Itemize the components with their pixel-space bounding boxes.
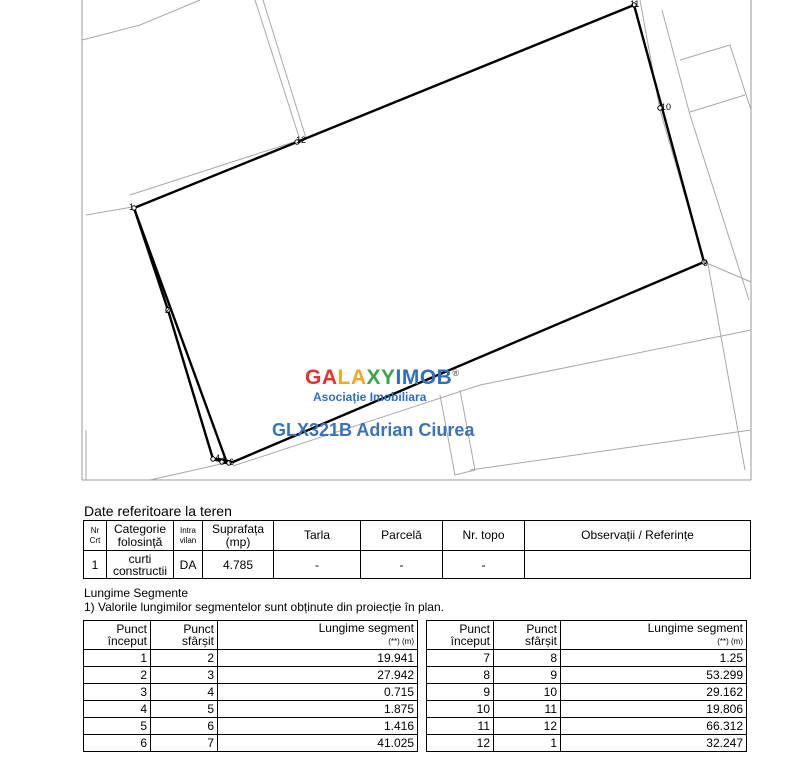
vertex-label: 11 — [630, 0, 640, 9]
registered-mark: ® — [452, 368, 460, 378]
cell-end: 11 — [494, 701, 561, 718]
table-row — [427, 718, 747, 735]
cell-length: 66.312 — [561, 718, 747, 735]
col-start: Punct început — [84, 621, 151, 650]
table-row — [84, 718, 418, 735]
cell-start: 8 — [427, 667, 494, 684]
length-label: Lungime segment — [647, 621, 743, 635]
cell-end: 1 — [494, 735, 561, 752]
col-intravilan: Intra vilan — [174, 521, 203, 551]
col-suprafata: Suprafața (mp) — [203, 521, 274, 551]
col-end: Punct sfârșit — [151, 621, 218, 650]
cell-tarla: - — [274, 551, 361, 579]
vertex-label: 1 — [129, 202, 135, 212]
brand-part: XY — [366, 366, 396, 389]
col-end: Punct sfârșit — [494, 621, 561, 650]
teren-title: Date referitoare la teren — [84, 503, 232, 519]
table-row — [427, 650, 747, 667]
agent-watermark: GLX321B Adrian Ciurea — [272, 420, 475, 440]
cell-length: 29.162 — [561, 684, 747, 701]
cell-length: 32.247 — [561, 735, 747, 752]
col-observatii: Observații / Referințe — [525, 521, 751, 551]
cell-length: 0.715 — [218, 684, 418, 701]
cell-length: 41.025 — [218, 735, 418, 752]
vertex-label: 12 — [296, 135, 307, 145]
table-row — [427, 735, 747, 752]
cell-suprafata: 4.785 — [203, 551, 274, 579]
cell-end: 10 — [494, 684, 561, 701]
col-tarla: Tarla — [274, 521, 361, 551]
cell-start: 3 — [84, 684, 151, 701]
vertex-label: 6 — [229, 457, 235, 467]
neighbour-parcels — [82, 0, 751, 480]
cell-length: 1.25 — [561, 650, 747, 667]
segmente-title: Lungime Segmente — [84, 586, 189, 600]
cell-start: 4 — [84, 701, 151, 718]
vertex-label: 4 — [215, 453, 221, 463]
cell-end: 9 — [494, 667, 561, 684]
cell-end: 6 — [151, 718, 218, 735]
cell-length: 1.416 — [218, 718, 418, 735]
brand-part: GA — [305, 366, 338, 389]
cell-start: 7 — [427, 650, 494, 667]
length-unit: (**) (m) — [388, 637, 414, 646]
col-nr: Nr Crt — [84, 521, 107, 551]
vertex-label: 2 — [165, 305, 171, 315]
table-row — [427, 667, 747, 684]
cell-topo: - — [443, 551, 525, 579]
cell-nr: 1 — [84, 551, 107, 579]
col-start: Punct început — [427, 621, 494, 650]
cell-length: 53.299 — [561, 667, 747, 684]
table-row — [84, 735, 418, 752]
cell-length: 27.942 — [218, 667, 418, 684]
cell-end: 3 — [151, 667, 218, 684]
brand-logo — [305, 366, 459, 390]
brand-part: IMOB — [395, 366, 453, 389]
cell-length: 19.941 — [218, 650, 418, 667]
col-topo: Nr. topo — [443, 521, 525, 551]
cell-end: 8 — [494, 650, 561, 667]
cell-observatii — [525, 551, 751, 579]
table-row — [427, 701, 747, 718]
cell-start: 5 — [84, 718, 151, 735]
cell-start: 10 — [427, 701, 494, 718]
cell-start: 11 — [427, 718, 494, 735]
table-row — [84, 650, 418, 667]
cell-length: 19.806 — [561, 701, 747, 718]
cell-end: 4 — [151, 684, 218, 701]
col-length — [218, 621, 418, 650]
cell-start: 6 — [84, 735, 151, 752]
cell-categorie: curti constructii — [107, 551, 174, 579]
cell-parcela: - — [361, 551, 443, 579]
segmente-note: 1) Valorile lungimilor segmentelor sunt obținute din proiecție în plan. — [84, 600, 444, 614]
length-unit: (**) (m) — [717, 637, 743, 646]
segment-table-left — [83, 620, 418, 752]
table-row — [84, 667, 418, 684]
cell-end: 5 — [151, 701, 218, 718]
col-length — [561, 621, 747, 650]
segmente-block — [84, 586, 444, 614]
cell-end: 12 — [494, 718, 561, 735]
table-row — [84, 701, 418, 718]
cell-end: 2 — [151, 650, 218, 667]
teren-table — [83, 520, 751, 579]
cell-start: 2 — [84, 667, 151, 684]
vertex-label: 5 — [222, 456, 228, 466]
cell-start: 12 — [427, 735, 494, 752]
cell-start: 1 — [84, 650, 151, 667]
brand-subtitle: Asociație Imobiliara — [313, 390, 427, 404]
col-parcela: Parcelă — [361, 521, 443, 551]
cell-start: 9 — [427, 684, 494, 701]
vertex-label: 10 — [661, 102, 672, 112]
cell-end: 7 — [151, 735, 218, 752]
cell-intravilan: DA — [174, 551, 203, 579]
table-row — [84, 684, 418, 701]
table-row — [427, 684, 747, 701]
brand-part: LA — [337, 366, 367, 389]
segment-table-right — [426, 620, 747, 752]
table-row — [84, 551, 751, 579]
vertex-label: 9 — [703, 258, 709, 268]
cell-length: 1.875 — [218, 701, 418, 718]
length-label: Lungime segment — [318, 621, 414, 635]
col-categorie: Categorie folosință — [107, 521, 174, 551]
